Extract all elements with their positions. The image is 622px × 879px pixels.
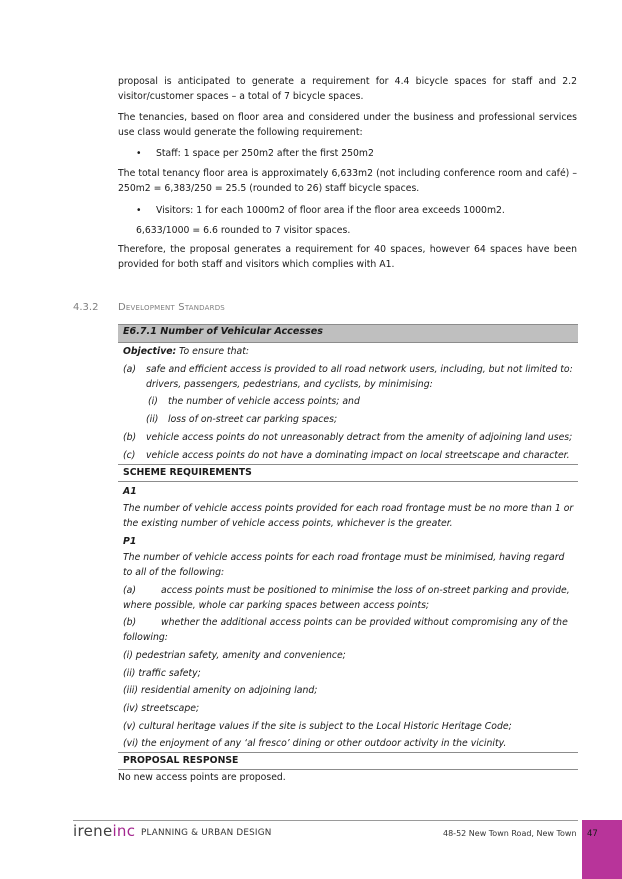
objective-item-b: vehicle access points do not unreasonably detract from the amenity of adjoining land uses; (146, 432, 573, 443)
proposal-response-label: PROPOSAL RESPONSE (123, 755, 239, 766)
p1-list-item: (v) cultural heritage values if the site is subject to the Local Historic Heritage Code; (123, 721, 512, 732)
objective-item-c: vehicle access points do not have a dominating impact on local streetscape and character. (146, 450, 570, 461)
standard-heading-text: E6.7.1 Number of Vehicular Accesses (123, 326, 323, 337)
project-address: 48-52 New Town Road, New Town (443, 829, 577, 838)
objective-item-tag: (i) (148, 396, 158, 407)
table-divider (118, 481, 578, 482)
scheme-requirements-label: SCHEME REQUIREMENTS (123, 467, 252, 478)
logo-text-irene: irene (73, 822, 113, 840)
p1-text: The number of vehicle access points for each road frontage must be minimised, having regard to all of the following: (123, 552, 565, 578)
visitor-calculation: 6,633/1000 = 6.6 rounded to 7 visitor spaces. (136, 225, 351, 236)
firm-tagline: PLANNING & URBAN DESIGN (141, 828, 272, 838)
objective-item-tag: (a) (123, 364, 136, 375)
logo-text-inc: inc (112, 822, 136, 840)
company-logo (73, 822, 135, 840)
footer-rule (73, 820, 578, 821)
p1-list-item: (iv) streetscape; (123, 703, 200, 714)
p1-list-item: (i) pedestrian safety, amenity and convenience; (123, 650, 346, 661)
p1-item-tag: (a) (123, 585, 136, 596)
paragraph-tenancies: The tenancies, based on floor area and considered under the business and professional services use class would generate the following requirement: (118, 112, 577, 138)
objective-item-i: the number of vehicle access points; and (168, 396, 360, 407)
bullet-staff: Staff: 1 space per 250m2 after the first 250m2 (156, 148, 374, 159)
page-number: 47 (587, 829, 598, 839)
standard-heading (118, 324, 578, 343)
proposal-response-text: No new access points are proposed. (118, 772, 286, 783)
paragraph-floor-area: The total tenancy floor area is approximately 6,633m2 (not including conference room and café) – 250m2 = 6,383/250 = 25.5 (rounded to 26) staff bicycle spaces. (118, 168, 577, 194)
bullet-visitors: Visitors: 1 for each 1000m2 of floor area if the floor area exceeds 1000m2. (156, 205, 505, 216)
paragraph-conclusion: Therefore, the proposal generates a requirement for 40 spaces, however 64 spaces have been provided for both staff and visitors which complies with A1. (118, 244, 577, 270)
section-title: Development Standards (118, 302, 225, 313)
section-number: 4.3.2 (73, 302, 99, 313)
objective-item-a: safe and efficient access is provided to all road network users, including, but not limited to: drivers, passengers, pedestrians, and cyclists, by minimising: (146, 364, 573, 390)
objective-item-tag: (b) (123, 432, 137, 443)
objective-item-ii: loss of on-street car parking spaces; (168, 414, 338, 425)
bullet-glyph: • (136, 148, 142, 159)
objective-item-tag: (c) (123, 450, 136, 461)
p1-list-item: (vi) the enjoyment of any ‘al fresco’ dining or other outdoor activity in the vicinity. (123, 738, 507, 749)
p1-list-item: (ii) traffic safety; (123, 668, 201, 679)
objective-text: To ensure that: (179, 346, 250, 357)
bullet-glyph: • (136, 205, 142, 216)
a1-text: The number of vehicle access points provided for each road frontage must be no more than 1 or the existing number of vehicle access points, whichever is the greater. (123, 503, 574, 529)
p1-item-tag: (b) (123, 617, 137, 628)
p1-item-b: whether the additional access points can be provided without compromising any of the following: (123, 617, 568, 643)
objective-label: Objective: (123, 346, 177, 357)
a1-label: A1 (123, 486, 137, 497)
p1-list-item: (iii) residential amenity on adjoining land; (123, 685, 318, 696)
p1-label: P1 (123, 536, 137, 547)
p1-item-a: access points must be positioned to minimise the loss of on-street parking and provide, where possible, whole car parking spaces between access points; (123, 585, 570, 611)
objective-item-tag: (ii) (146, 414, 159, 425)
paragraph-bicycle-requirement: proposal is anticipated to generate a requirement for 4.4 bicycle spaces for staff and 2.2 visitor/customer spaces – a total of 7 bicycle spaces. (118, 76, 577, 102)
